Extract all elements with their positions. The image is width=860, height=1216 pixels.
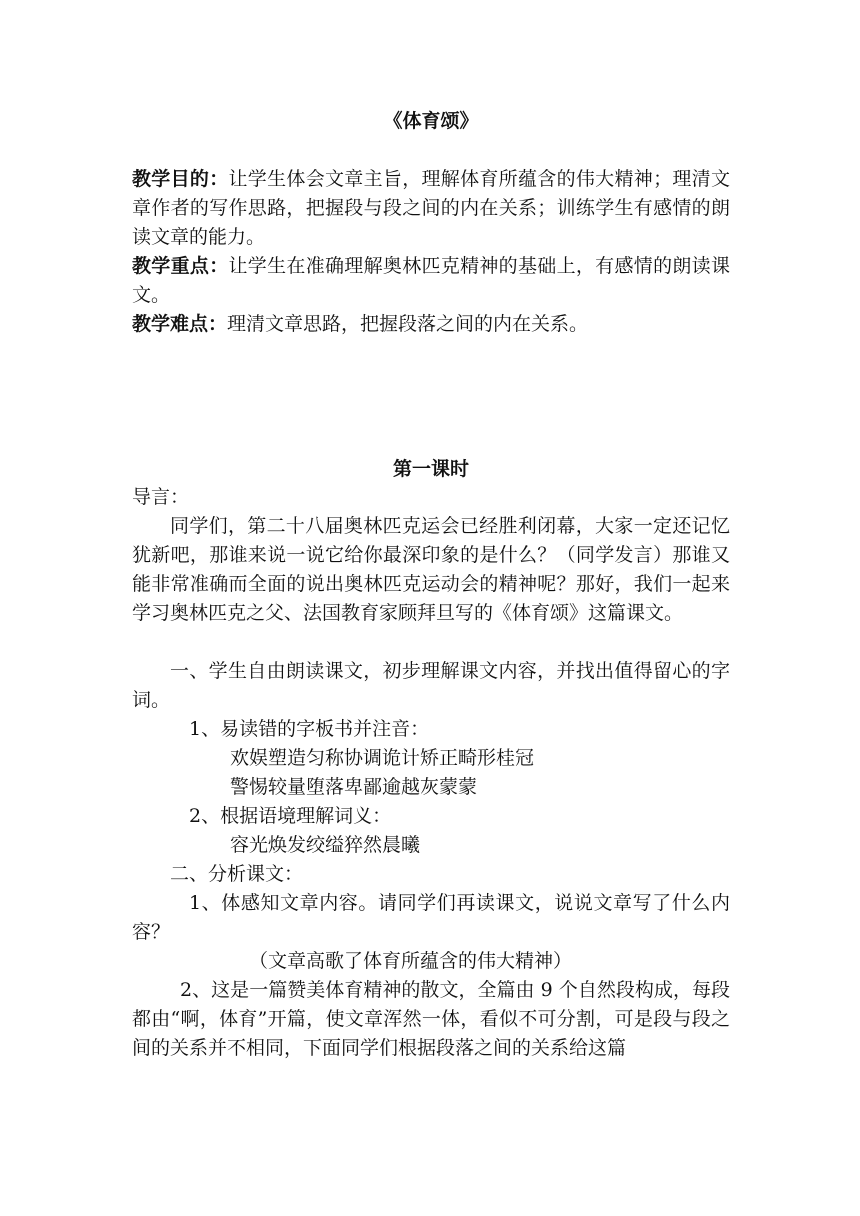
blank-line <box>132 628 730 657</box>
section-1-item-2: 2、根据语境理解词义： <box>189 805 392 827</box>
section-2-answer-1: （文章高歌了体育所蕴含的伟大精神） <box>249 950 573 972</box>
difficulty-label: 教学难点： <box>132 313 228 335</box>
vocab-line-3: 容光焕发绞缢猝然晨曦 <box>230 834 421 856</box>
section-1-item-1: 1、易读错的字板书并注音： <box>189 718 430 740</box>
vocab-line-2: 警惕较量堕落卑鄙逾越灰蒙蒙 <box>230 776 478 798</box>
difficulty-text: 理清文章思路，把握段落之间的内在关系。 <box>227 313 589 335</box>
objective-key <box>132 252 730 310</box>
document-title: 《体育颂》 <box>383 110 479 132</box>
key-label: 教学重点： <box>132 255 229 277</box>
section-2-heading: 二、分析课文： <box>170 863 304 885</box>
goal-label: 教学目的： <box>132 168 229 190</box>
lesson-title: 第一课时 <box>392 458 469 480</box>
section-2-item-2: 2、这是一篇赞美体育精神的散文，全篇由 9 个自然段构成，每段都由“啊，体育”开篇，使文章浑然一体，看似不可分割，可是段与段之间的关系并不相同，下面同学们根据段落之间的关系给这篇 <box>132 979 730 1059</box>
lesson-body <box>132 483 730 1063</box>
section-1-heading: 一、学生自由朗读课文，初步理解课文内容，并找出值得留心的字词。 <box>132 660 730 711</box>
intro-label: 导言： <box>132 486 190 508</box>
key-text: 让学生在准确理解奥林匹克精神的基础上，有感情的朗读课文。 <box>132 255 730 306</box>
goal-text: 让学生体会文章主旨，理解体育所蕴含的伟大精神；理清文章作者的写作思路，把握段与段之间的内在关系；训练学生有感情的朗读文章的能力。 <box>132 168 730 248</box>
objective-goal <box>132 165 730 252</box>
vocab-line-1: 欢娱塑造匀称协调诡计矫正畸形桂冠 <box>230 747 535 769</box>
intro-paragraph: 同学们，第二十八届奥林匹克运会已经胜利闭幕，大家一定还记忆犹新吧，那谁来说一说它给你最深印象的是什么？（同学发言）那谁又能非常准确而全面的说出奥林匹克运动会的精神呢？那好，我们一起来学习奥林匹克之父、法国教育家顾拜旦写的《体育颂》这篇课文。 <box>132 515 730 624</box>
objective-difficulty <box>132 310 730 339</box>
teaching-objectives <box>132 165 730 339</box>
section-2-item-1: 1、体感知文章内容。请同学们再读课文，说说文章写了什么内容？ <box>132 892 730 943</box>
